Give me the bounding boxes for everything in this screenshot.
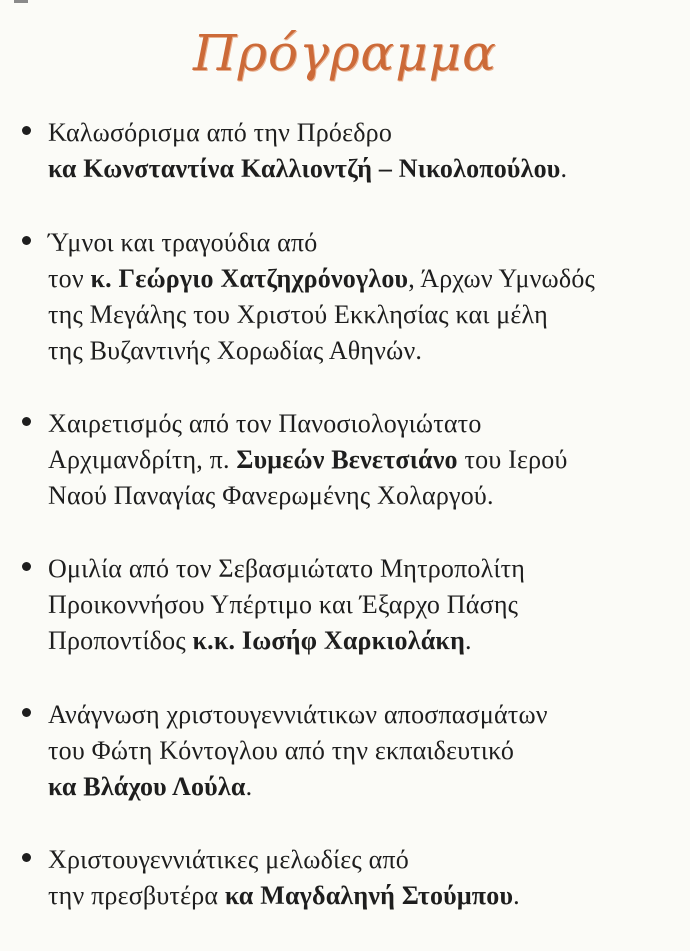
highlighted-name: Συμεών Βενετσιάνο xyxy=(236,445,458,474)
item-text: Χαιρετισμός από τον Πανοσιολογιώτατο xyxy=(48,409,482,438)
item-text: του Ιερού xyxy=(457,445,568,474)
item-text: Αρχιμανδρίτη, π. xyxy=(48,445,237,474)
program-item-line xyxy=(48,769,662,805)
program-item xyxy=(22,842,662,914)
program-item-line xyxy=(48,151,662,187)
program-item-line xyxy=(48,442,662,478)
program-item-line xyxy=(48,297,662,333)
bullet-icon xyxy=(22,708,31,717)
program-item-line xyxy=(48,478,662,514)
program-item-line xyxy=(48,261,662,297)
item-text: Ύμνοι και τραγούδια από xyxy=(48,228,318,257)
corner-mark xyxy=(14,0,28,3)
item-text: Προικοννήσου Υπέρτιμο και Έξαρχο Πάσης xyxy=(48,590,519,619)
bullet-icon xyxy=(22,853,31,862)
item-text: Χριστουγεννιάτικες μελωδίες από xyxy=(48,845,409,874)
page-title: Πρόγραμμα xyxy=(193,24,497,82)
program-item-line xyxy=(48,842,662,878)
highlighted-name: κα Κωνσταντίνα Καλλιοντζή – Νικολοπούλου xyxy=(48,154,561,183)
bullet-icon xyxy=(22,562,31,571)
item-text: της Βυζαντινής Χορωδίας Αθηνών. xyxy=(48,336,423,365)
program-item xyxy=(22,225,662,369)
program-item xyxy=(22,115,662,187)
program-item-line xyxy=(48,733,662,769)
program-item xyxy=(22,406,662,514)
highlighted-name: κα Μαγδαληνή Στούμπου xyxy=(224,881,514,910)
program-item-line xyxy=(48,115,662,151)
bullet-icon xyxy=(22,126,31,135)
item-text: την πρεσβυτέρα xyxy=(48,881,225,910)
bullet-icon xyxy=(22,236,31,245)
bullet-icon xyxy=(22,417,31,426)
item-text: . xyxy=(513,881,520,910)
program-item-line xyxy=(48,587,662,623)
program-item-line xyxy=(48,406,662,442)
program-item-line xyxy=(48,333,662,369)
item-text: του Φώτη Κόντογλου από την εκπαιδευτικό xyxy=(48,736,515,765)
highlighted-name: κα Βλάχου Λούλα xyxy=(48,772,246,801)
item-text: Ναού Παναγίας Φανερωμένης Χολαργού. xyxy=(48,481,494,510)
item-text: Προποντίδος xyxy=(48,626,193,655)
program-item-line xyxy=(48,551,662,587)
program-item-line xyxy=(48,697,662,733)
item-text: της Μεγάλης του Χριστού Εκκλησίας και μέλη xyxy=(48,300,548,329)
program-item xyxy=(22,551,662,659)
item-text: , Άρχων Υμνωδός xyxy=(408,264,596,293)
program-item-line xyxy=(48,878,662,914)
item-text: Ομιλία από τον Σεβασμιώτατο Μητροπολίτη xyxy=(48,554,526,583)
highlighted-name: κ.κ. Ιωσήφ Χαρκιολάκη xyxy=(192,626,466,655)
program-item-line xyxy=(48,225,662,261)
program-list xyxy=(22,115,662,951)
item-text: τον xyxy=(48,264,91,293)
highlighted-name: κ. Γεώργιο Χατζηχρόνογλου xyxy=(90,264,409,293)
item-text: . xyxy=(560,154,568,183)
item-text: Ανάγνωση χριστουγεννιάτικων αποσπασμάτων xyxy=(48,700,548,729)
item-text: . xyxy=(245,772,253,801)
program-item xyxy=(22,697,662,805)
program-item-line xyxy=(48,623,662,659)
item-text: . xyxy=(465,626,472,655)
item-text: Καλωσόρισμα από την Πρόεδρο xyxy=(48,118,393,147)
